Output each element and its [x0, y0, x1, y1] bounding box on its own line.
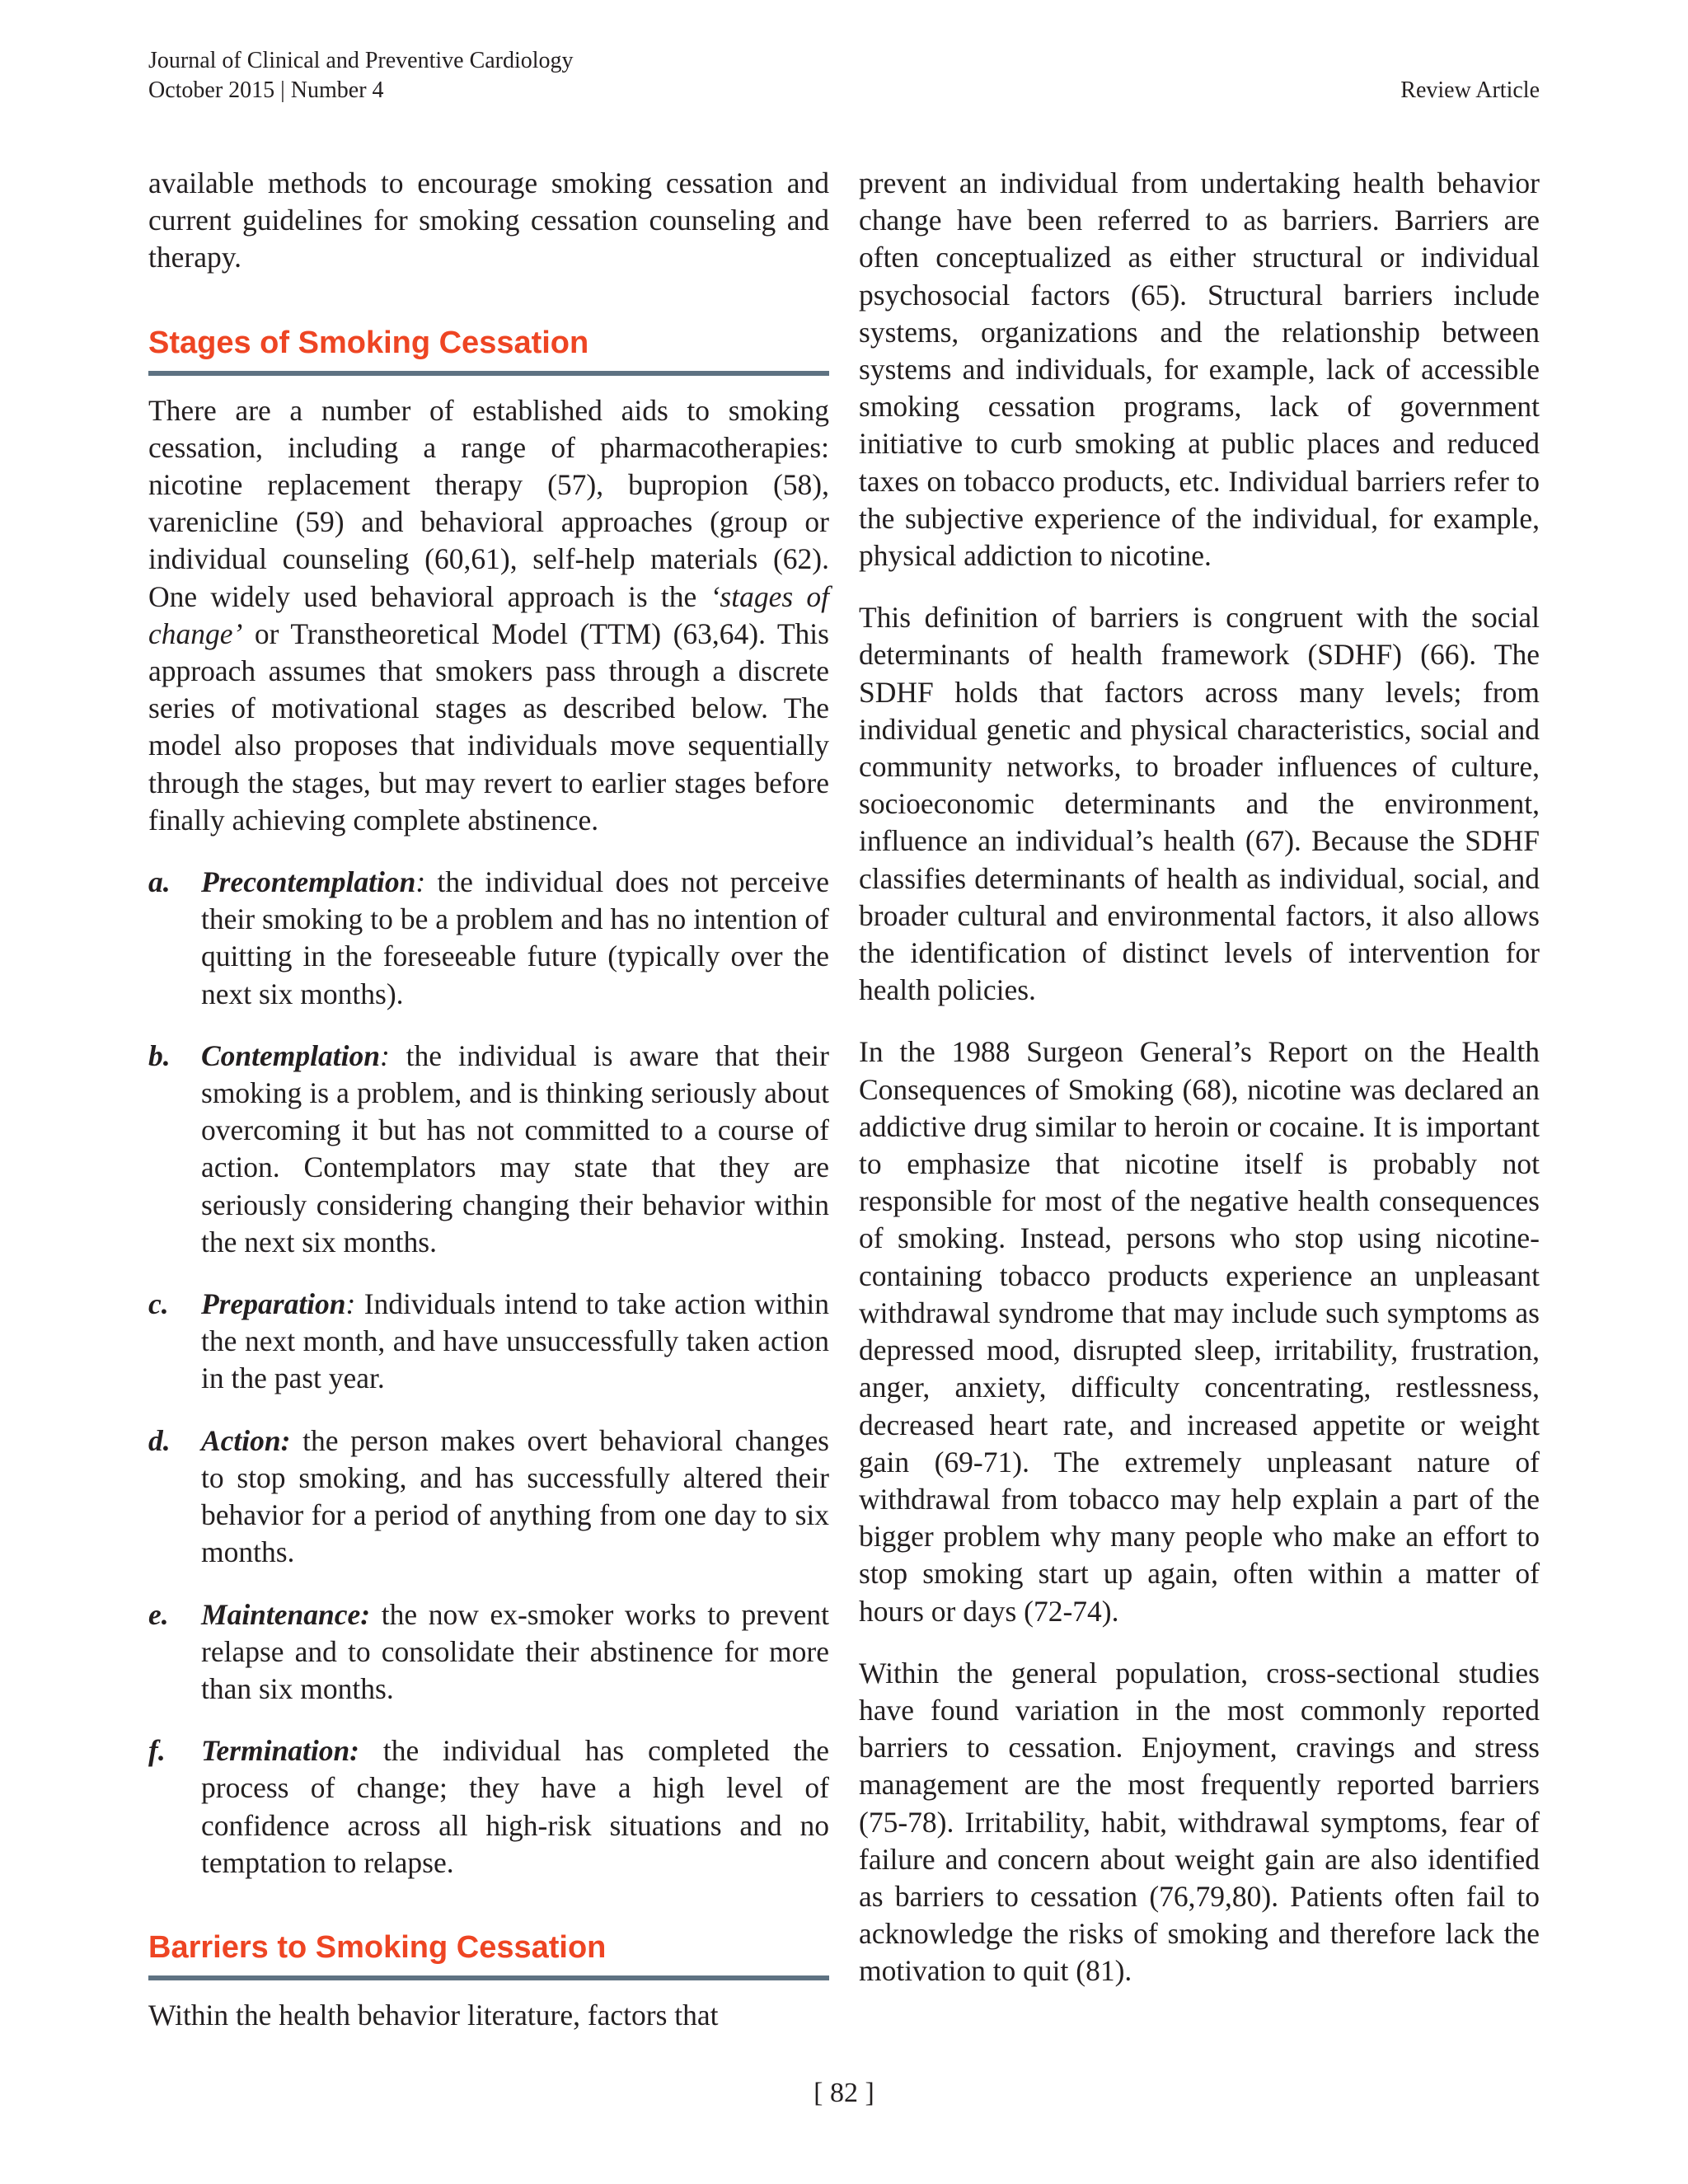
barriers-paragraph-start: Within the health behavior literature, factors that [148, 1998, 719, 2032]
barriers-paragraph: prevent an individual from undertaking health behavior change have been referred to as barriers. Barriers are often conceptualized as either structural or individual psychosocial factors (65). Structural barriers include systems, organizations and the relationship between systems and individuals, for example, lack of accessible smoking cessation programs, lack of government initiative to curb smoking at public places and reduced taxes on tobacco products, etc. Individual barriers refer to the subjective experience of the individual, for example, physical addiction to nicotine. [859, 166, 1540, 573]
list-item: a. Precontemplation: the individual does not perceive their smoking to be a problem and has no intention of quitting in the foreseeable future (typically over the next six months). [148, 865, 829, 1010]
page-number: [ 82 ] [814, 2078, 874, 2108]
running-header [148, 46, 574, 105]
section-heading-stages: Stages of Smoking Cessation [148, 325, 589, 360]
list-item: e. Maintenance: the now ex-smoker works to prevent relapse and to consolidate their abstinence for more than six months. [148, 1597, 829, 1705]
population-paragraph: Within the general population, cross-sectional studies have found variation in the most commonly reported barriers to cessation. Enjoyment, cravings and stress management are the most frequently reported barriers (75-78). Irritability, habit, withdrawal symptoms, fear of failure and concern about weight gain are also identified as barriers to cessation (76,79,80). Patients often fail to acknowledge the risks of smoking and therefore lack the motivation to quit (81). [859, 1656, 1540, 1988]
stages-paragraph: There are a number of established aids to smoking cessation, including a range of pharmacotherapies: nicotine replacement therapy (57), bupropion (58), varenicline (59) and behavioral approaches (group or individual counseling (60,61), self-help materials (62). One widely used behavioral approach is the ‘stages of change’ or Transtheoretical Model (TTM) (63,64). This approach assumes that smokers pass through a discrete series of motivational stages as described below. The model also proposes that individuals move sequentially through the stages, but may revert to earlier stages before finally achieving complete abstinence. [148, 393, 829, 837]
journal-title: Journal of Clinical and Preventive Cardiology [148, 48, 574, 73]
section-stages [148, 325, 829, 376]
intro-paragraph: available methods to encourage smoking cessation and current guidelines for smoking cessation counseling and therapy. [148, 166, 829, 274]
list-item: c. Preparation: Individuals intend to take action within the next month, and have unsuccessfully taken action in the past year. [148, 1287, 829, 1395]
section-barriers [148, 1929, 829, 1980]
list-item: f. Termination: the individual has completed the process of change; they have a high level of confidence across all high-risk situations and no temptation to relapse. [148, 1734, 829, 1879]
section-heading-barriers: Barriers to Smoking Cessation [148, 1929, 607, 1965]
right-column [859, 165, 1540, 1990]
list-item: b. Contemplation: the individual is aware that their smoking is a problem, and is thinking seriously about overcoming it but has not committed to a course of action. Contemplators may state that they are seriously considering changing their behavior within the next six months. [148, 1038, 829, 1258]
list-item: d. Action: the person makes overt behavioral changes to stop smoking, and has successfully altered their behavior for a period of anything from one day to six months. [148, 1423, 829, 1569]
surgeon-general-paragraph: In the 1988 Surgeon General’s Report on the Health Consequences of Smoking (68), nicotine was declared an addictive drug similar to heroin or cocaine. It is important to emphasize that nicotine itself is probably not responsible for most of the negative health consequences of smoking. Instead, persons who stop using nicotine-containing tobacco products experience an unpleasant withdrawal syndrome that may include such symptoms as depressed mood, disrupted sleep, irritability, frustration, anger, anxiety, difficulty concentrating, restlessness, decreased heart rate, and increased appetite or weight gain (69-71). The extremely unpleasant nature of withdrawal from tobacco may help explain a part of the bigger problem why many people who make an effort to stop smoking start up again, often within a matter of hours or days (72-74). [859, 1035, 1540, 1628]
article-type: Review Article [1400, 77, 1540, 103]
stages-list [148, 864, 829, 1882]
left-column [148, 165, 829, 2034]
stages-of-change-italic: ‘stages of change’ [148, 579, 829, 650]
sdhf-paragraph: This definition of barriers is congruent with the social determinants of health framework (SDHF) (66). The SDHF holds that factors across many levels; from individual genetic and physical characteristics, social and community networks, to broader influences of culture, socioeconomic determinants and the environment, influence an individual’s health (67). Because the SDHF classifies determinants of health as individual, social, and broader cultural and environmental factors, it also allows the identification of distinct levels of intervention for health policies. [859, 601, 1540, 1007]
section-rule [148, 1975, 829, 1980]
issue-info: October 2015 | Number 4 [148, 77, 384, 103]
section-rule [148, 371, 829, 376]
